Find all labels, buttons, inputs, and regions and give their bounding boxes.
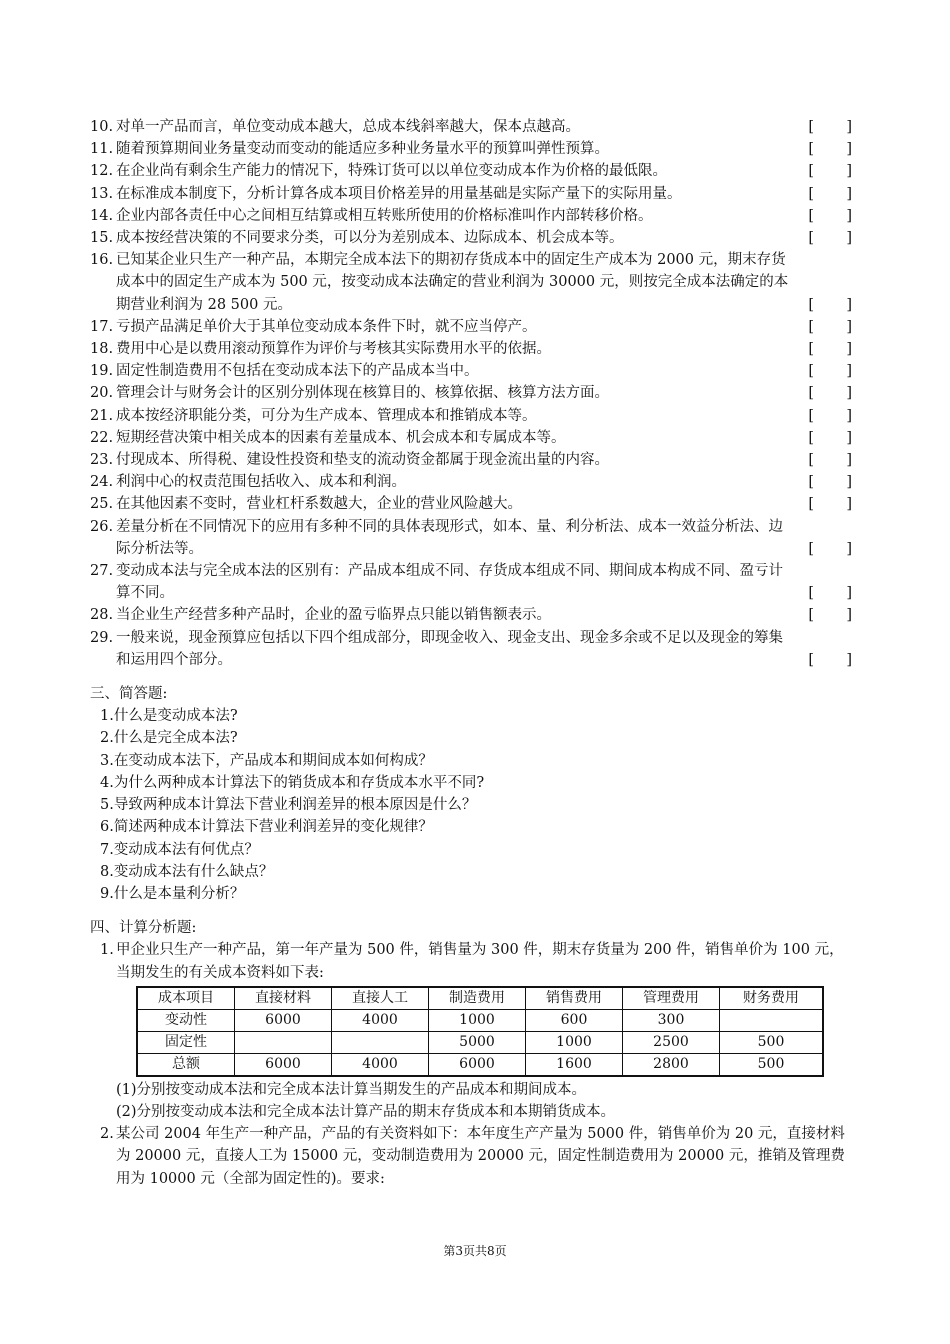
answer-bracket[interactable]: [ ] <box>808 119 852 135</box>
item-text: 一般来说，现金预算应包括以下四个组成部分，即现金收入、现金支出、现金多余或不足以及现金的筹集和运用四个部分。 <box>116 629 783 668</box>
item-text: 变动成本法与完全成本法的区别有：产品成本组成不同、存货成本组成不同、期间成本构成不同、盈亏计算不同。 <box>116 563 783 602</box>
item-number: 13. <box>90 185 114 202</box>
item-text: 利润中心的权责范围包括收入、成本和利润。 <box>116 474 406 491</box>
item-text: 已知某企业只生产一种产品，本期完全成本法下的期初存货成本中的固定生产成本为 2000 元，期末存货成本中的固定生产成本为 500 元，按变动成本法确定的营业利润为 30000 元，则按完全成本法确定的本期营业利润为 28 500 元。 <box>116 252 789 313</box>
short-answer-item: 8.变动成本法有什么缺点？ <box>100 863 274 880</box>
answer-bracket[interactable]: [ ] <box>808 296 852 313</box>
answer-bracket[interactable]: [ ] <box>808 607 852 624</box>
judgement-item <box>90 405 858 427</box>
item-number: 28. <box>90 607 114 624</box>
sub-question: (2)分别按变动成本法和完全成本法计算产品的期末存货成本和本期销货成本。 <box>116 1103 616 1120</box>
table-cell <box>235 1031 332 1053</box>
short-answer-title: 三、简答题: <box>90 686 168 703</box>
item-text: 当企业生产经营多种产品时，企业的盈亏临界点只能以销售额表示。 <box>116 607 551 624</box>
item-text: 费用中心是以费用滚动预算作为评价与考核其实际费用水平的依据。 <box>116 341 551 358</box>
judgement-item <box>90 449 858 471</box>
judgement-list <box>90 116 858 671</box>
item-number: 18. <box>90 341 114 358</box>
table-header-cell: 直接人工 <box>332 987 429 1010</box>
item-text: 在标准成本制度下，分析计算各成本项目价格差异的用量基础是实际产量下的实际用量。 <box>116 185 682 202</box>
short-answer-item: 6.简述两种成本计算法下营业利润差异的变化规律？ <box>100 819 433 836</box>
answer-bracket[interactable]: [ ] <box>808 230 852 247</box>
answer-bracket[interactable]: [ ] <box>808 496 852 513</box>
document-body <box>90 116 858 1190</box>
item-text: 差量分析在不同情况下的应用有多种不同的具体表现形式，如本、量、利分析法、成本一效益分析法、边际分析法等。 <box>116 518 783 557</box>
item-text: 亏损产品满足单价大于其单位变动成本条件下时，就不应当停产。 <box>116 318 537 335</box>
short-answer-list <box>90 705 858 905</box>
item-text: 在其他因素不变时，营业杠杆系数越大，企业的营业风险越大。 <box>116 496 522 513</box>
item-text: 管理会计与财务会计的区别分别体现在核算目的、核算依据、核算方法方面。 <box>116 385 609 402</box>
table-cell: 6000 <box>235 1009 332 1031</box>
judgement-item <box>90 471 858 493</box>
judgement-item <box>90 604 858 626</box>
judgement-item <box>90 116 858 138</box>
judgement-item <box>90 627 858 671</box>
answer-bracket[interactable]: [ ] <box>808 429 852 446</box>
table-cell: 500 <box>720 1031 824 1053</box>
item-text: 成本按经营决策的不同要求分类，可以分为差别成本、边际成本、机会成本等。 <box>116 230 624 247</box>
answer-bracket[interactable]: [ ] <box>808 540 852 557</box>
table-row <box>137 1009 823 1031</box>
item-number: 16. <box>90 252 114 269</box>
table-cell: 1000 <box>429 1009 526 1031</box>
question-number: 1. <box>100 942 114 959</box>
calculation-title: 四、计算分析题: <box>90 920 197 937</box>
table-cell: 4000 <box>332 1009 429 1031</box>
judgement-item <box>90 249 858 316</box>
item-number: 22. <box>90 429 114 446</box>
answer-bracket[interactable]: [ ] <box>808 385 852 402</box>
item-text: 固定性制造费用不包括在变动成本法下的产品成本当中。 <box>116 363 479 380</box>
answer-bracket[interactable]: [ ] <box>808 141 852 158</box>
item-number: 12. <box>90 163 114 180</box>
short-answer-item: 4.为什么两种成本计算法下的销货成本和存货成本水平不同? <box>100 774 485 791</box>
short-answer-item: 3.在变动成本法下，产品成本和期间成本如何构成？ <box>100 752 433 769</box>
cost-table <box>136 986 824 1077</box>
calc-question-1 <box>90 939 858 983</box>
item-number: 25. <box>90 496 114 513</box>
item-text: 随着预算期间业务量变动而变动的能适应多种业务量水平的预算叫弹性预算。 <box>116 141 609 158</box>
cost-table-header <box>137 987 823 1010</box>
item-number: 14. <box>90 207 114 224</box>
item-number: 11. <box>90 141 114 158</box>
judgement-item <box>90 338 858 360</box>
question-text: 甲企业只生产一种产品，第一年产量为 500 件，销售量为 300 件，期末存货量为 200 件，销售单价为 100 元，当期发生的有关成本资料如下表: <box>116 942 844 981</box>
short-answer-item: 9.什么是本量利分析？ <box>100 885 245 902</box>
table-cell: 1600 <box>526 1053 623 1076</box>
sub-question: (1)分别按变动成本法和完全成本法计算当期发生的产品成本和期间成本。 <box>116 1081 587 1098</box>
item-text: 对单一产品而言，单位变动成本越大，总成本线斜率越大，保本点越高。 <box>116 119 580 135</box>
table-row <box>137 1053 823 1076</box>
table-header-cell: 销售费用 <box>526 987 623 1010</box>
item-number: 15. <box>90 230 114 247</box>
judgement-item <box>90 227 858 249</box>
question-text: 某公司 2004 年生产一种产品，产品的有关资料如下：本年度生产产量为 5000 件，销售单价为 20 元，直接材料为 20000 元，直接人工为 15000 元，变动制造费用为 20000 元，固定性制造费用为 20000 元，推销及管理费用为 10000 元（全部为固定性的)。要求: <box>116 1126 845 1187</box>
judgement-item <box>90 360 858 382</box>
short-answer-item: 2.什么是完全成本法? <box>100 730 238 747</box>
cost-table-body <box>137 1009 823 1076</box>
item-number: 10. <box>90 119 114 135</box>
table-header-cell: 管理费用 <box>623 987 720 1010</box>
item-text: 企业内部各责任中心之间相互结算或相互转账所使用的价格标准叫作内部转移价格。 <box>116 207 653 224</box>
answer-bracket[interactable]: [ ] <box>808 651 852 668</box>
table-row <box>137 1031 823 1053</box>
answer-bracket[interactable]: [ ] <box>808 474 852 491</box>
table-cell: 500 <box>720 1053 824 1076</box>
item-number: 21. <box>90 407 114 424</box>
table-header-cell: 成本项目 <box>137 987 235 1010</box>
table-cell: 6000 <box>429 1053 526 1076</box>
short-answer-item: 7.变动成本法有何优点？ <box>100 841 259 858</box>
item-number: 23. <box>90 452 114 469</box>
table-cell: 300 <box>623 1009 720 1031</box>
item-number: 29. <box>90 629 114 646</box>
answer-bracket[interactable]: [ ] <box>808 341 852 358</box>
answer-bracket[interactable]: [ ] <box>808 363 852 380</box>
item-number: 17. <box>90 318 114 335</box>
item-number: 26. <box>90 518 114 535</box>
judgement-item <box>90 493 858 515</box>
answer-bracket[interactable]: [ ] <box>808 585 852 602</box>
table-cell: 600 <box>526 1009 623 1031</box>
item-number: 24. <box>90 474 114 491</box>
answer-bracket[interactable]: [ ] <box>808 407 852 424</box>
answer-bracket[interactable]: [ ] <box>808 185 852 202</box>
table-cell <box>720 1009 824 1031</box>
table-cell: 2800 <box>623 1053 720 1076</box>
item-number: 19. <box>90 363 114 380</box>
item-text: 短期经营决策中相关成本的因素有差量成本、机会成本和专属成本等。 <box>116 429 566 446</box>
calc-question-1-subs <box>90 1079 858 1123</box>
table-cell: 2500 <box>623 1031 720 1053</box>
item-text: 成本按经济职能分类，可分为生产成本、管理成本和推销成本等。 <box>116 407 537 424</box>
item-number: 20. <box>90 385 114 402</box>
judgement-item <box>90 205 858 227</box>
short-answer-item: 1.什么是变动成本法? <box>100 708 238 725</box>
table-cell: 1000 <box>526 1031 623 1053</box>
judgement-item <box>90 160 858 182</box>
judgement-item <box>90 183 858 205</box>
item-number: 27. <box>90 563 114 580</box>
table-cell: 6000 <box>235 1053 332 1076</box>
short-answer-item: 5.导致两种成本计算法下营业利润差异的根本原因是什么？ <box>100 797 477 814</box>
table-cell: 变动性 <box>137 1009 235 1031</box>
answer-bracket[interactable]: [ ] <box>808 452 852 469</box>
judgement-item <box>90 516 858 560</box>
item-text: 在企业尚有剩余生产能力的情况下，特殊订货可以以单位变动成本作为价格的最低限。 <box>116 163 667 180</box>
judgement-item <box>90 316 858 338</box>
answer-bracket[interactable]: [ ] <box>808 318 852 335</box>
table-header-cell: 财务费用 <box>720 987 824 1010</box>
judgement-item <box>90 427 858 449</box>
table-cell: 总额 <box>137 1053 235 1076</box>
question-number: 2. <box>100 1126 114 1143</box>
table-header-cell: 直接材料 <box>235 987 332 1010</box>
page-footer: 第3页共8页 <box>443 1244 507 1258</box>
table-cell: 5000 <box>429 1031 526 1053</box>
judgement-item <box>90 138 858 160</box>
table-cell: 固定性 <box>137 1031 235 1053</box>
item-text: 付现成本、所得税、建设性投资和垫支的流动资金都属于现金流出量的内容。 <box>116 452 609 469</box>
judgement-item <box>90 382 858 404</box>
table-cell: 4000 <box>332 1053 429 1076</box>
calc-question-2 <box>90 1123 858 1190</box>
answer-bracket[interactable]: [ ] <box>808 163 852 180</box>
judgement-item <box>90 560 858 604</box>
answer-bracket[interactable]: [ ] <box>808 207 852 224</box>
table-header-cell: 制造费用 <box>429 987 526 1010</box>
table-cell <box>332 1031 429 1053</box>
